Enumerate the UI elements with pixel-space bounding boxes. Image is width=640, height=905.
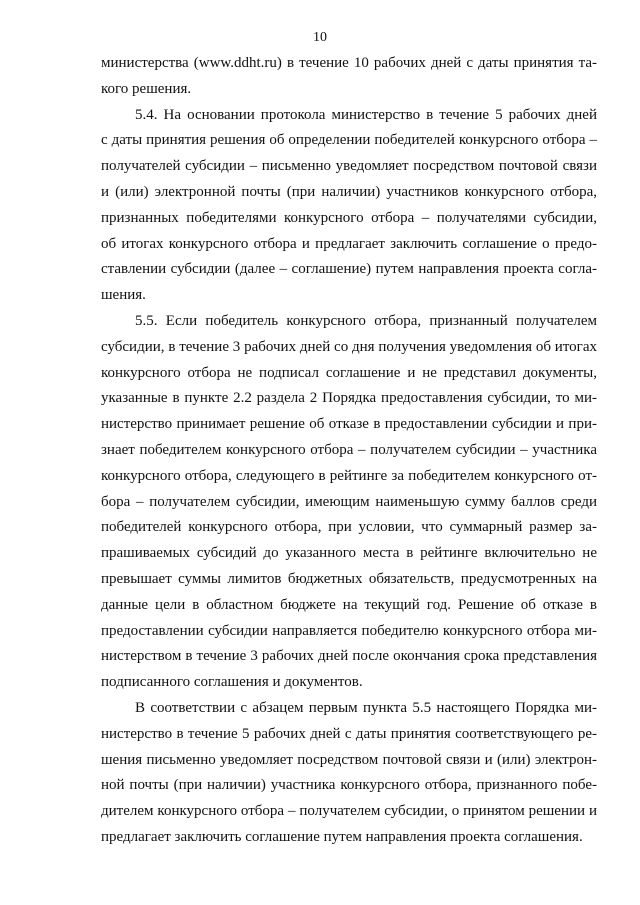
text-line: нистерством в течение 3 рабочих дней после окончания срока представления (101, 648, 597, 665)
text-line: получателей субсидии – письменно уведомляет посредством почтовой связи (101, 158, 597, 175)
text-line: субсидии, в течение 3 рабочих дней со дня получения уведомления об итогах (101, 338, 597, 355)
text-line: шения письменно уведомляет посредством почтовой связи и (или) электрон- (101, 751, 597, 768)
text-line: прашиваемых субсидий до указанного места в рейтинге включительно не (101, 545, 597, 562)
text-line: кого решения. (101, 80, 192, 97)
text-line: конкурсного отбора, следующего в рейтинге за победителем конкурсного от- (101, 467, 597, 484)
text-line: указанные в пункте 2.2 раздела 2 Порядка предоставления субсидии, то ми- (101, 390, 597, 407)
text-line: данные цели в областном бюджете на текущий год. Решение об отказе в (101, 596, 597, 613)
page-number: 10 (313, 30, 327, 45)
text-line: бора – получателем субсидии, имеющим наименьшую сумму баллов среди (101, 493, 597, 510)
text-line: и (или) электронной почты (при наличии) участников конкурсного отбора, (101, 184, 597, 200)
text-line: дителем конкурсного отбора – получателем субсидии, о принятом решении и (101, 803, 597, 820)
text-line: превышает суммы лимитов бюджетных обязательств, предусмотренных на (101, 571, 597, 587)
text-line: ной почты (при наличии) участника конкурсного отбора, признанного побе- (101, 777, 597, 794)
text-line: В соответствии с абзацем первым пункта 5.5 настоящего Порядка ми- (135, 700, 597, 716)
text-line: 5.4. На основании протокола министерство в течение 5 рабочих дней (135, 106, 597, 123)
text-line: ставлении субсидии (далее – соглашение) путем направления проекта согла- (101, 261, 597, 278)
text-line: шения. (101, 287, 146, 304)
text-line: нистерство в течение 5 рабочих дней с даты принятия соответствующего ре- (101, 725, 597, 742)
text-line: предоставлении субсидии направляется победителю конкурсного отбора ми- (101, 622, 597, 639)
text-line: конкурсного отбора не подписал соглашение и не представил документы, (101, 364, 597, 381)
text-line: победителей конкурсного отбора, при условии, что суммарный размер за- (101, 519, 597, 536)
text-line: нистерство принимает решение об отказе в предоставлении субсидии и при- (101, 416, 597, 433)
text-line: предлагает заключить соглашение путем направления проекта соглашения. (101, 829, 583, 845)
text-line: 5.5. Если победитель конкурсного отбора, признанный получателем (135, 313, 597, 329)
text-line: подписанного соглашения и документов. (101, 674, 363, 691)
text-line: с даты принятия решения об определении победителей конкурсного отбора – (101, 132, 597, 149)
text-line: об итогах конкурсного отбора и предлагает заключить соглашение о предо- (101, 235, 597, 252)
text-line: министерства (www.ddht.ru) в течение 10 рабочих дней с даты принятия та- (101, 55, 597, 71)
text-line: знает победителем конкурсного отбора – получателем субсидии – участника (101, 442, 597, 458)
text-line: признанных победителями конкурсного отбора – получателями субсидии, (101, 209, 597, 226)
